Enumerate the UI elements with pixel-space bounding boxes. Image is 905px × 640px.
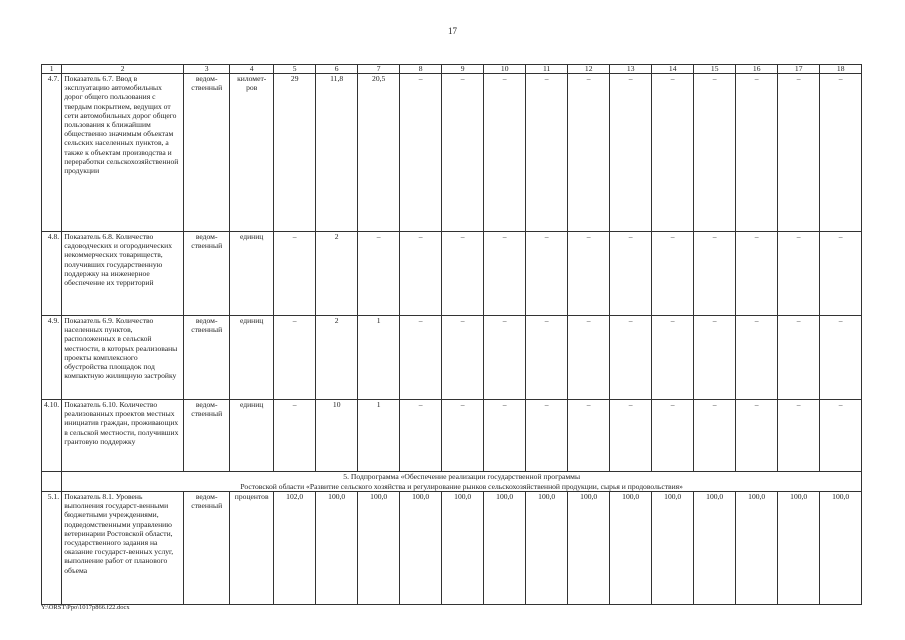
unit: единиц [230,400,274,472]
value-cell: – [400,316,442,400]
section-spacer [42,472,62,492]
value-cell: – [526,400,568,472]
subprogram-title-line1: 5. Подпрограмма «Обеспечение реализации государственной программы [343,472,581,481]
value-cell: – [820,74,862,232]
indicator-name: Показатель 6.8. Количество садоводческих и огороднических некоммерческих товариществ, получивших государственную поддержку на инженерное обеспечение их территорий [62,232,184,316]
value-cell: – [274,400,316,472]
column-number: 13 [610,65,652,74]
value-cell: – [568,74,610,232]
page-number: 17 [448,26,457,36]
value-cell: – [526,232,568,316]
row-number: 5.1. [42,492,62,605]
value-cell: 100,0 [484,492,526,605]
value-cell: – [484,74,526,232]
row-number: 4.8. [42,232,62,316]
unit: процентов [230,492,274,605]
value-cell: – [652,316,694,400]
value-cell: – [568,316,610,400]
value-cell: – [610,232,652,316]
value-cell: – [610,400,652,472]
value-cell: – [484,232,526,316]
value-cell: 100,0 [358,492,400,605]
subprogram-title-line2: Ростовской области «Развитие сельского хозяйства и регулирование рынков сельскохозяйственной продукции, сырья и продовольствия» [240,481,683,491]
value-cell: – [820,400,862,472]
table-row [42,74,862,232]
value-cell: – [400,74,442,232]
column-number: 6 [316,65,358,74]
value-cell: – [526,316,568,400]
value-cell: – [484,316,526,400]
value-cell: – [694,74,736,232]
value-cell: – [442,74,484,232]
subprogram-title [62,472,862,492]
value-cell: – [778,74,820,232]
column-number: 18 [820,65,862,74]
row-number: 4.7. [42,74,62,232]
column-number: 3 [184,65,230,74]
value-cell: – [274,316,316,400]
value-cell: – [778,400,820,472]
value-cell: – [484,400,526,472]
column-number: 4 [230,65,274,74]
value-cell: – [820,316,862,400]
value-cell: – [610,74,652,232]
unit: единиц [230,232,274,316]
table-row [42,232,862,316]
indicator-type: ведом-ственный [184,74,230,232]
value-cell: – [736,400,778,472]
value-cell: 100,0 [820,492,862,605]
column-number-row [42,65,862,74]
value-cell: – [736,316,778,400]
value-cell: – [778,232,820,316]
indicator-name: Показатель 8.1. Уровень выполнения государст-венными бюджетными учреждениями, подведомственными управлению ветеринарии Ростовской области, государственного задания на оказание государст-венных услуг, выполнение работ от планового объема [62,492,184,605]
value-cell: 100,0 [694,492,736,605]
value-cell: 100,0 [400,492,442,605]
value-cell: – [694,316,736,400]
value-cell: 1 [358,400,400,472]
value-cell: – [442,316,484,400]
file-path-footer: Y:\ORST\Ppo\1017p866.f22.docx [41,604,130,611]
value-cell: 100,0 [316,492,358,605]
column-number: 9 [442,65,484,74]
table-row [42,400,862,472]
value-cell: 102,0 [274,492,316,605]
value-cell: 2 [316,232,358,316]
value-cell: 100,0 [610,492,652,605]
column-number: 7 [358,65,400,74]
section-header-row [42,472,862,492]
value-cell: – [778,316,820,400]
value-cell: – [736,232,778,316]
value-cell: 100,0 [652,492,694,605]
value-cell: – [526,74,568,232]
indicator-name: Показатель 6.10. Количество реализованных проектов местных инициатив граждан, проживающих в сельской местности, получивших грантовую поддержку [62,400,184,472]
value-cell: – [694,400,736,472]
column-number: 11 [526,65,568,74]
unit: единиц [230,316,274,400]
value-cell: – [442,400,484,472]
value-cell: – [694,232,736,316]
indicator-type: ведом-ственный [184,492,230,605]
table-row [42,316,862,400]
value-cell: 100,0 [778,492,820,605]
column-number: 15 [694,65,736,74]
value-cell: – [736,74,778,232]
column-number: 17 [778,65,820,74]
value-cell: 2 [316,316,358,400]
column-number: 5 [274,65,316,74]
column-number: 12 [568,65,610,74]
value-cell: 11,8 [316,74,358,232]
row-number: 4.9. [42,316,62,400]
value-cell: – [568,400,610,472]
column-number: 8 [400,65,442,74]
value-cell: – [568,232,610,316]
value-cell: – [358,232,400,316]
value-cell: – [610,316,652,400]
value-cell: – [652,232,694,316]
column-number: 16 [736,65,778,74]
value-cell: 20,5 [358,74,400,232]
value-cell: 1 [358,316,400,400]
row-number: 4.10. [42,400,62,472]
unit: километ-ров [230,74,274,232]
indicator-type: ведом-ственный [184,232,230,316]
value-cell: – [652,74,694,232]
value-cell: 29 [274,74,316,232]
indicator-type: ведом-ственный [184,316,230,400]
indicator-name: Показатель 6.7. Ввод в эксплуатацию автомобильных дорог общего пользования с твердым покрытием, ведущих от сети автомобильных дорог общего пользования к ближайшим общественно значимым объектам сельских населенных пунктов, а также к объектам производства и переработки сельскохозяйственной продукции [62,74,184,232]
value-cell: – [274,232,316,316]
value-cell: – [820,232,862,316]
value-cell: – [400,400,442,472]
column-number: 2 [62,65,184,74]
table-row [42,492,862,605]
value-cell: 10 [316,400,358,472]
indicator-type: ведом-ственный [184,400,230,472]
column-number: 1 [42,65,62,74]
column-number: 10 [484,65,526,74]
value-cell: 100,0 [442,492,484,605]
value-cell: – [400,232,442,316]
column-number: 14 [652,65,694,74]
indicators-table [41,64,862,605]
value-cell: 100,0 [736,492,778,605]
value-cell: 100,0 [568,492,610,605]
indicator-name: Показатель 6.9. Количество населенных пунктов, расположенных в сельской местности, в которых реализованы проекты комплексного обустройства площадок под компактную жилищную застройку [62,316,184,400]
value-cell: – [442,232,484,316]
value-cell: – [652,400,694,472]
value-cell: 100,0 [526,492,568,605]
